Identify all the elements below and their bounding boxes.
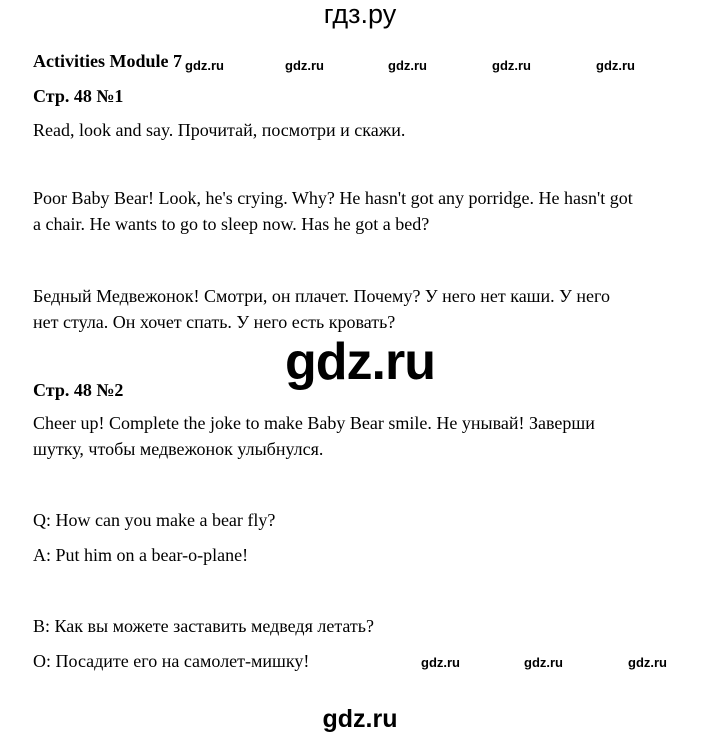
instruction-text-line: шутку, чтобы медвежонок улыбнулся. (33, 439, 324, 459)
module-title: Activities Module 7 (33, 51, 182, 71)
watermark: gdz.ru (492, 58, 531, 73)
english-text-line: a chair. He wants to go to sleep now. Has he got a bed? (33, 214, 430, 234)
english-text-line: Poor Baby Bear! Look, he's crying. Why? He hasn't got any porridge. He hasn't got (33, 188, 633, 208)
joke-answer: A: Put him on a bear-o-plane! (33, 545, 249, 565)
russian-text-line: Бедный Медвежонок! Смотри, он плачет. Почему? У него нет каши. У него (33, 286, 610, 306)
watermark-large: gdz.ru (285, 333, 435, 391)
watermark: gdz.ru (285, 58, 324, 73)
watermark: gdz.ru (185, 58, 224, 73)
section-heading: Стр. 48 №1 (33, 86, 124, 106)
section-heading: Стр. 48 №2 (33, 380, 124, 400)
watermark: gdz.ru (421, 655, 460, 670)
instruction-text-line: Cheer up! Complete the joke to make Baby Bear smile. Не унывай! Заверши (33, 413, 595, 433)
joke-answer-ru: О: Посадите его на самолет-мишку! (33, 651, 310, 671)
watermark: gdz.ru (388, 58, 427, 73)
russian-text-line: нет стула. Он хочет спать. У него есть кровать? (33, 312, 396, 332)
watermark: gdz.ru (524, 655, 563, 670)
watermark: gdz.ru (596, 58, 635, 73)
instruction-text: Read, look and say. Прочитай, посмотри и скажи. (33, 120, 406, 140)
joke-question-ru: В: Как вы можете заставить медведя летать? (33, 616, 374, 636)
joke-question: Q: How can you make a bear fly? (33, 510, 276, 530)
site-header: гдз.ру (323, 0, 397, 29)
watermark-bottom: gdz.ru (322, 705, 398, 733)
watermark: gdz.ru (628, 655, 667, 670)
